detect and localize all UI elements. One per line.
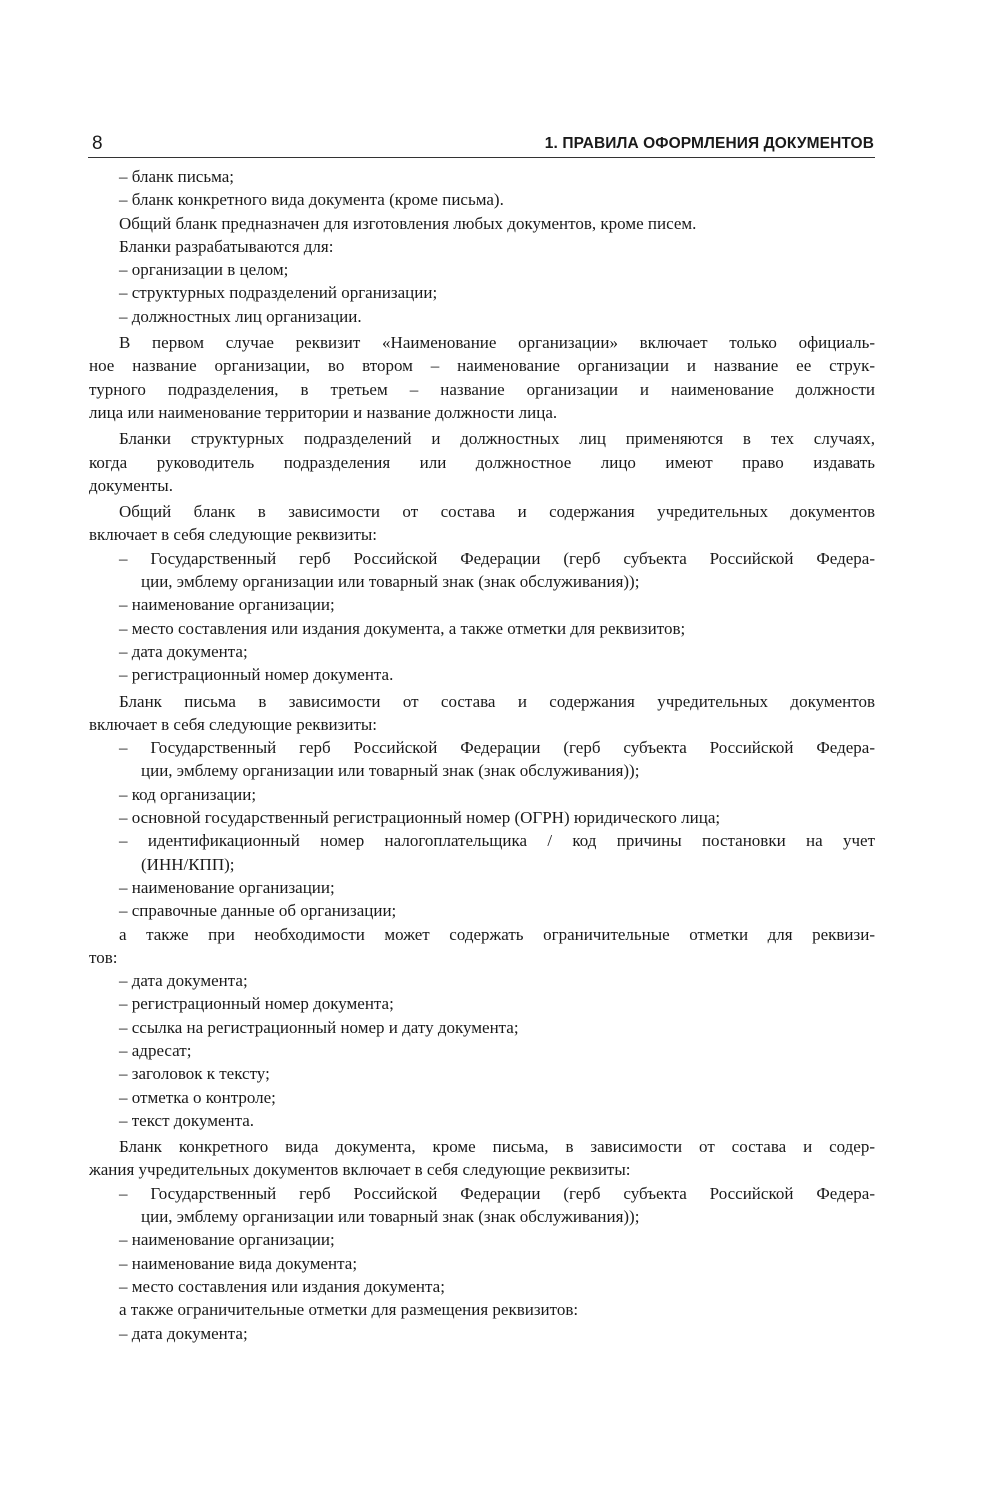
text-line: а также ограничительные отметки для размещения реквизитов:: [119, 1300, 579, 1320]
text-line: – адресат;: [119, 1040, 192, 1060]
text-line: В первом случае реквизит «Наименование организации» включает только официаль-: [119, 333, 875, 353]
text-line: Общий бланк предназначен для изготовления любых документов, кроме писем.: [119, 213, 697, 233]
body-text: [89, 165, 875, 1345]
text-line: – наименование организации;: [119, 595, 335, 615]
text-line: а также при необходимости может содержать ограничительные отметки для реквизи-: [119, 924, 875, 944]
text-line: – код организации;: [119, 784, 257, 804]
text-line: – Государственный герб Российской Федерации (герб субъекта Российской Федера-: [119, 548, 875, 568]
text-line: ное название организации, во втором – наименование организации и название ее струк-: [89, 356, 875, 376]
header-rule: [88, 157, 875, 158]
text-line: включает в себя следующие реквизиты:: [89, 714, 378, 734]
running-head: 1. ПРАВИЛА ОФОРМЛЕНИЯ ДОКУМЕНТОВ: [544, 135, 874, 152]
text-line: – структурных подразделений организации;: [119, 283, 438, 303]
text-line: – регистрационный номер документа.: [119, 665, 394, 685]
text-line: – должностных лиц организации.: [119, 306, 362, 326]
text-line: – отметка о контроле;: [119, 1087, 276, 1107]
text-line: – бланк письма;: [119, 167, 235, 186]
text-line: – наименование вида документа;: [119, 1253, 358, 1273]
text-line: ции, эмблему организации или товарный знак (знак обслуживания));: [141, 572, 640, 592]
text-line: Бланк письма в зависимости от состава и содержания учредительных документов: [119, 691, 875, 711]
text-line: турного подразделения, в третьем – название организации и наименование должности: [89, 379, 875, 399]
text-line: – идентификационный номер налогоплательщика / код причины постановки на учет: [119, 831, 875, 851]
text-line: ции, эмблему организации или товарный знак (знак обслуживания));: [141, 761, 640, 781]
text-line: – дата документа;: [119, 971, 248, 991]
text-line: Общий бланк в зависимости от состава и содержания учредительных документов: [119, 502, 875, 522]
text-line: – дата документа;: [119, 641, 248, 661]
text-line: – основной государственный регистрационный номер (ОГРН) юридического лица;: [119, 808, 721, 828]
text-line: – наименование организации;: [119, 877, 335, 897]
page-number: 8: [92, 133, 103, 154]
text-line: – регистрационный номер документа;: [119, 994, 394, 1014]
text-line: – место составления или издания документа;: [119, 1276, 445, 1296]
text-line: – Государственный герб Российской Федерации (герб субъекта Российской Федера-: [119, 1183, 875, 1203]
text-line: – заголовок к тексту;: [119, 1064, 270, 1084]
text-line: когда руководитель подразделения или должностное лицо имеют право издавать: [89, 452, 875, 472]
text-line: – справочные данные об организации;: [119, 901, 397, 921]
text-line: – дата документа;: [119, 1323, 248, 1343]
text-line: – ссылка на регистрационный номер и дату документа;: [119, 1017, 519, 1037]
text-line: – место составления или издания документа, а также отметки для реквизитов;: [119, 618, 686, 638]
text-line: жания учредительных документов включает в себя следующие реквизиты:: [89, 1160, 631, 1180]
text-line: – текст документа.: [119, 1110, 255, 1130]
text-line: ции, эмблему организации или товарный знак (знак обслуживания));: [141, 1207, 640, 1227]
text-line: – Государственный герб Российской Федерации (герб субъекта Российской Федера-: [119, 738, 875, 758]
text-line: лица или наименование территории и название должности лица.: [89, 402, 558, 422]
text-line: Бланки структурных подразделений и должностных лиц применяются в тех случаях,: [119, 429, 875, 449]
text-line: (ИНН/КПП);: [141, 854, 235, 874]
text-line: Бланк конкретного вида документа, кроме письма, в зависимости от состава и содер-: [119, 1137, 875, 1157]
text-line: включает в себя следующие реквизиты:: [89, 525, 378, 545]
text-line: – организации в целом;: [119, 260, 289, 280]
text-line: – бланк конкретного вида документа (кроме письма).: [119, 190, 504, 210]
text-line: документы.: [89, 475, 173, 495]
text-line: тов:: [89, 947, 118, 967]
text-line: – наименование организации;: [119, 1230, 335, 1250]
text-line: Бланки разрабатываются для:: [119, 236, 334, 256]
